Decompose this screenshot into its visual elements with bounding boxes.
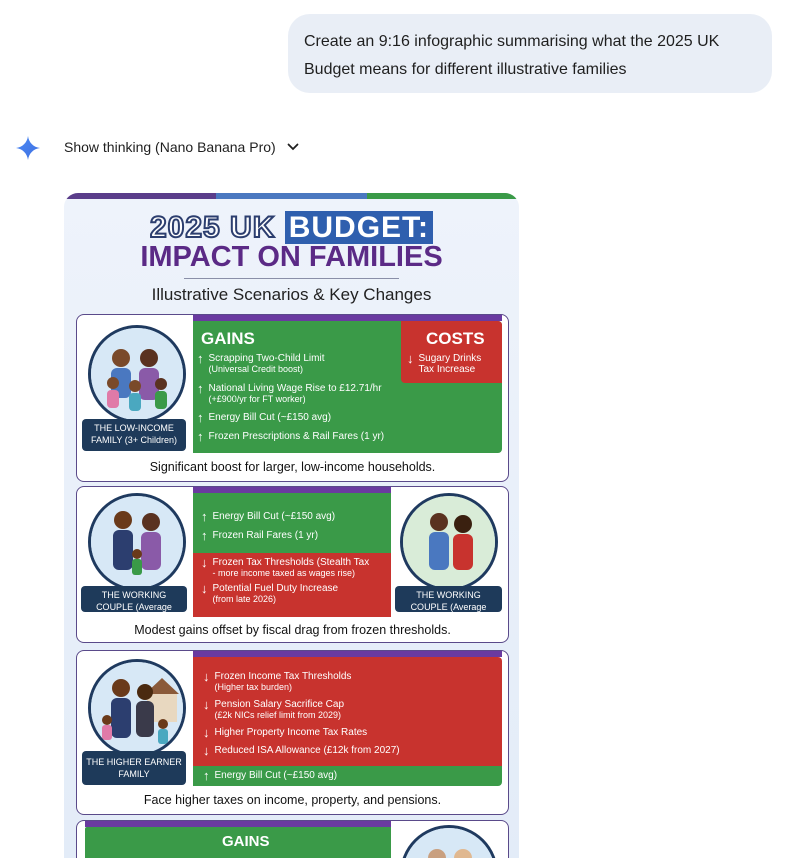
arrow-down-icon: ↓ <box>201 581 208 596</box>
cost-item <box>201 583 338 605</box>
gain-item <box>197 431 384 442</box>
card-caption: Face higher taxes on income, property, and pensions. <box>143 793 442 807</box>
family-portrait-fourth <box>400 825 498 858</box>
gemini-sparkle-icon <box>16 136 40 160</box>
arrow-up-icon: ↑ <box>203 768 210 783</box>
cost-main: Pension Salary Sacrifice Cap <box>214 699 345 710</box>
arrow-up-icon: ↑ <box>197 381 204 396</box>
family-illustration <box>403 828 495 858</box>
card-working-couple <box>76 486 509 643</box>
family-portrait-low-income <box>88 325 186 423</box>
family-label-working-couple-right: THE WORKING COUPLE (Average Earners) <box>395 586 502 612</box>
gain-main: Energy Bill Cut (~£150 avg) <box>212 511 336 522</box>
arrow-up-icon: ↑ <box>197 410 204 425</box>
arrow-down-icon: ↓ <box>203 743 210 758</box>
gain-item <box>201 530 318 541</box>
arrow-down-icon: ↓ <box>203 697 210 712</box>
gain-sub: (Universal Credit boost) <box>208 364 304 374</box>
generated-infographic[interactable] <box>64 193 519 858</box>
gain-sub: (+£900/yr for FT worker) <box>208 394 306 404</box>
card-higher-earner-family <box>76 650 509 815</box>
family-label-higher-earner: THE HIGHER EARNER FAMILY <box>82 751 186 785</box>
cost-item <box>203 745 400 756</box>
panel-top-bar <box>85 821 391 827</box>
user-prompt-text: Create an 9:16 infographic summarising what the 2025 UK Budget means for different illustrative families <box>304 33 720 78</box>
gain-item <box>197 383 382 405</box>
cost-main: Potential Fuel Duty Increase <box>212 583 339 594</box>
card-caption: Modest gains offset by fiscal drag from frozen thresholds. <box>134 623 451 637</box>
cost-item <box>203 671 351 693</box>
gain-main: Energy Bill Cut (~£150 avg) <box>214 770 338 781</box>
show-thinking-toggle[interactable] <box>64 139 300 155</box>
gain-main: National Living Wage Rise to £12.71/hr <box>208 383 382 394</box>
user-prompt-bubble <box>288 14 772 93</box>
family-illustration <box>91 328 183 420</box>
gain-main: Frozen Prescriptions & Rail Fares (1 yr) <box>208 431 385 442</box>
cost-sub: (£2k NICs relief limit from 2029) <box>214 710 342 720</box>
arrow-up-icon: ↑ <box>201 509 208 524</box>
infographic-top-bar <box>64 193 519 199</box>
gain-main: Scrapping Two-Child Limit <box>208 353 325 364</box>
gain-item <box>197 412 331 423</box>
family-illustration <box>91 662 183 754</box>
cost-main: Reduced ISA Allowance (£12k from 2027) <box>214 745 400 756</box>
arrow-up-icon: ↑ <box>197 351 204 366</box>
infographic-subtitle: Illustrative Scenarios & Key Changes <box>151 285 432 304</box>
gains-panel <box>193 493 391 553</box>
family-portrait-working-couple-2 <box>400 493 498 591</box>
arrow-down-icon: ↓ <box>201 555 208 570</box>
gain-item <box>201 511 335 522</box>
card-low-income-family <box>76 314 509 482</box>
cost-sub: (Higher tax burden) <box>214 682 293 692</box>
cost-item <box>203 727 367 738</box>
cost-main: Frozen Income Tax Thresholds <box>214 671 352 682</box>
panel-top-bar <box>193 487 391 493</box>
chevron-down-icon <box>286 140 300 154</box>
infographic-title-line1 <box>64 211 519 245</box>
panel-top-bar <box>193 651 502 657</box>
gains-header: GAINS <box>222 833 270 850</box>
couple-illustration <box>403 496 495 588</box>
cost-main: Sugary Drinks <box>418 353 482 364</box>
show-thinking-label: Show thinking (Nano Banana Pro) <box>64 139 276 155</box>
cost-sub: - more income taxed as wages rise) <box>212 568 356 578</box>
title-highlight: BUDGET: <box>285 211 433 244</box>
couple-illustration <box>91 496 183 588</box>
arrow-down-icon: ↓ <box>203 725 210 740</box>
gain-main: Frozen Rail Fares (1 yr) <box>212 530 319 541</box>
infographic-title-line2: IMPACT ON FAMILIES <box>140 241 443 273</box>
cost-sub: Tax Increase <box>418 364 476 375</box>
card-fourth-family <box>76 820 509 858</box>
costs-header: COSTS <box>426 329 485 348</box>
family-label-low-income: THE LOW-INCOME FAMILY (3+ Children) <box>82 419 186 451</box>
cost-item <box>407 353 481 375</box>
gains-header: GAINS <box>201 329 255 348</box>
arrow-up-icon: ↑ <box>197 429 204 444</box>
cost-item <box>203 699 344 721</box>
gain-item <box>203 770 337 781</box>
cost-main: Frozen Tax Thresholds (Stealth Tax <box>212 557 370 568</box>
arrow-down-icon: ↓ <box>203 669 210 684</box>
family-label-working-couple: THE WORKING COUPLE (Average Earners) <box>81 586 187 612</box>
family-portrait-higher-earner <box>88 659 186 757</box>
cost-item <box>201 557 369 579</box>
title-part1: 2025 UK <box>149 211 285 244</box>
title-divider <box>184 278 399 279</box>
gain-item <box>197 353 324 375</box>
arrow-down-icon: ↓ <box>407 351 414 366</box>
gain-main: Energy Bill Cut (~£150 avg) <box>208 412 332 423</box>
family-portrait-working-couple <box>88 493 186 591</box>
card-caption: Significant boost for larger, low-income households. <box>149 460 436 474</box>
arrow-up-icon: ↑ <box>201 528 208 543</box>
cost-main: Higher Property Income Tax Rates <box>214 727 368 738</box>
cost-sub: (from late 2026) <box>212 594 277 604</box>
